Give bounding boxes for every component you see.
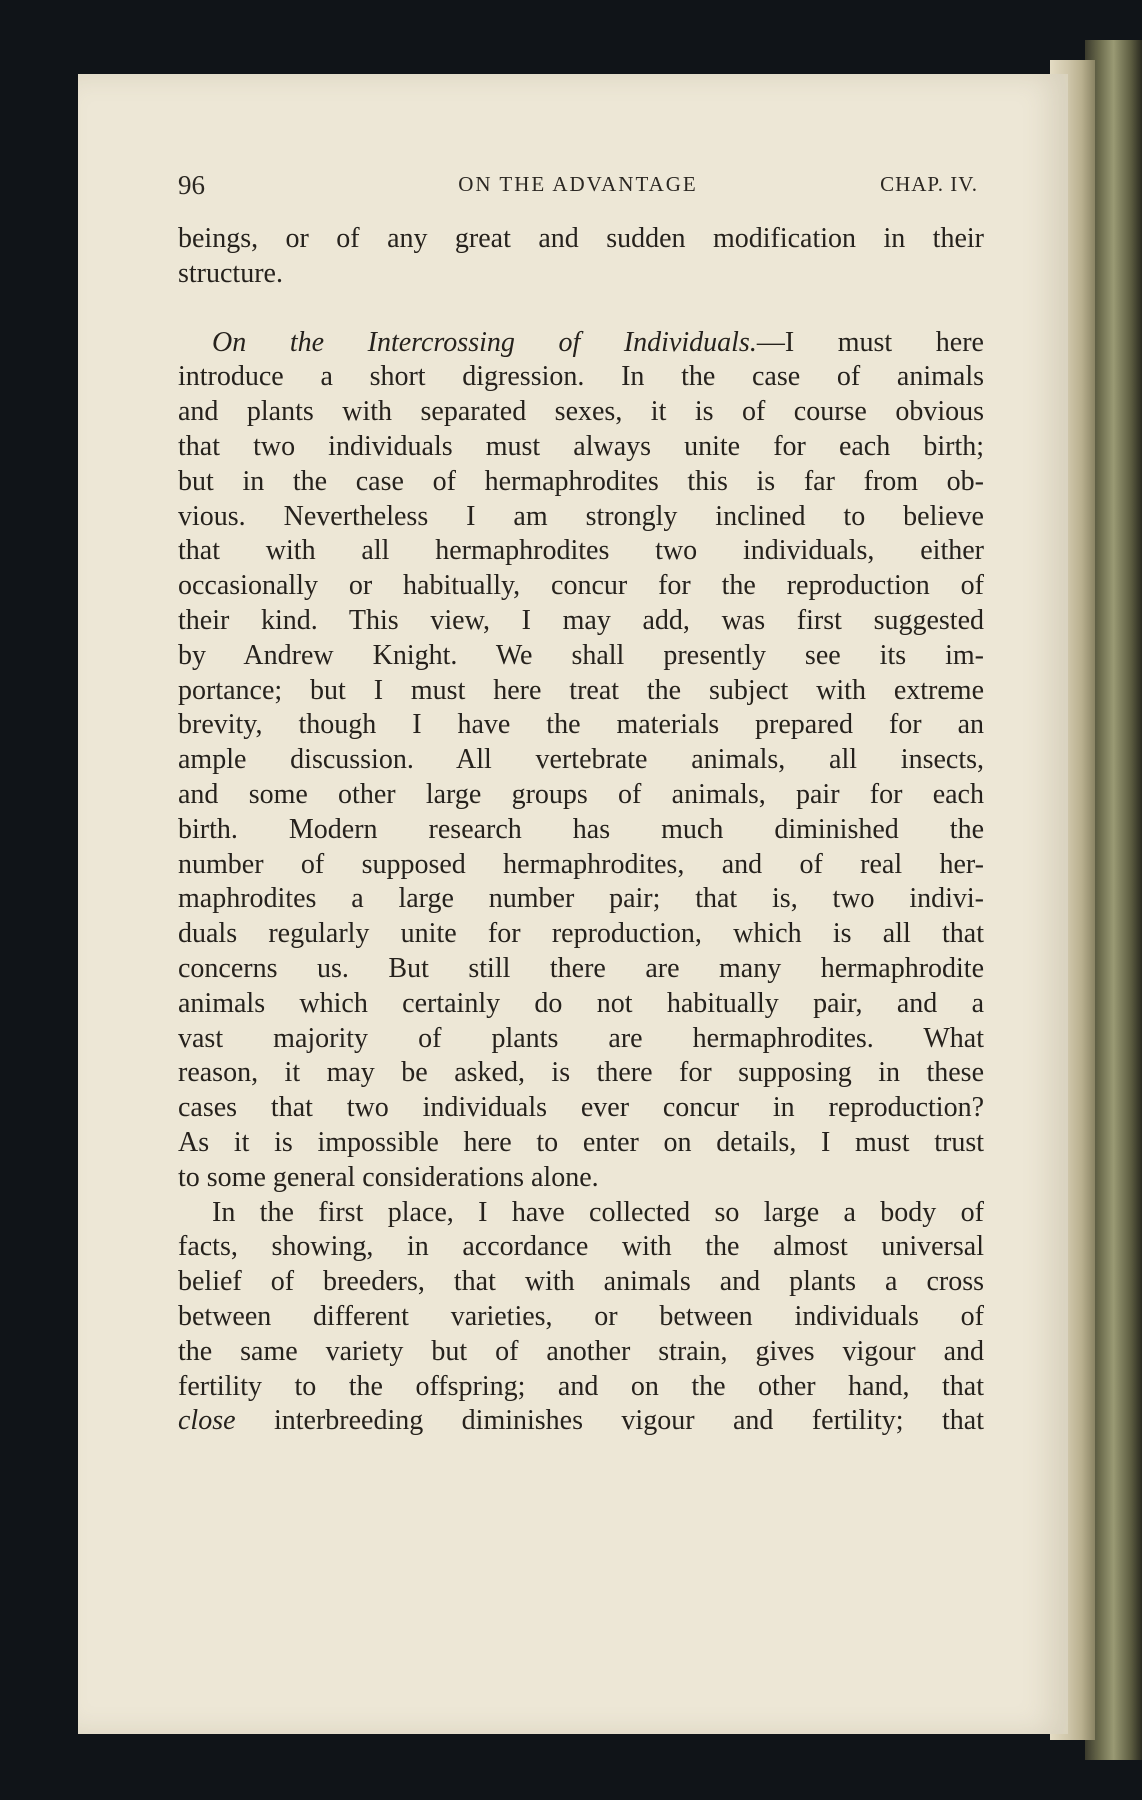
text-line: their kind. This view, I may add, was first suggested	[178, 604, 984, 636]
text-line: belief of breeders, that with animals and plants a cross	[178, 1266, 984, 1298]
text-line: and plants with separated sexes, it is of course obvious	[178, 396, 984, 428]
text-line: vious. Nevertheless I am strongly inclined to believe	[178, 500, 984, 532]
text-line: occasionally or habitually, concur for the reproduction of	[178, 570, 984, 602]
running-title: ON THE ADVANTAGE	[458, 172, 698, 196]
text-run: interbreeding diminishes vigour and fertility; that	[235, 1405, 984, 1437]
chapter-label: CHAP. IV.	[880, 172, 978, 196]
text-line: that two individuals must always unite for each birth;	[178, 430, 984, 462]
text-line: introduce a short digression. In the case of animals	[178, 361, 984, 393]
text-line: and some other large groups of animals, pair for each	[178, 778, 984, 810]
text-line: beings, or of any great and sudden modification in their	[178, 223, 984, 254]
text-line: vast majority of plants are hermaphrodites. What	[178, 1022, 984, 1054]
text-line	[178, 1404, 984, 1439]
text-line: structure.	[178, 257, 283, 289]
text-line: animals which certainly do not habitually pair, and a	[178, 987, 984, 1019]
paragraph	[178, 326, 984, 1196]
text-line: birth. Modern research has much diminished the	[178, 813, 984, 845]
text-line	[178, 326, 984, 361]
text-line: that with all hermaphrodites two individuals, either	[178, 535, 984, 567]
text-line: duals regularly unite for reproduction, which is all that	[178, 918, 984, 950]
page-header	[178, 170, 978, 210]
text-line: maphrodites a large number pair; that is, two indivi-	[178, 883, 984, 915]
text-run: —I must here	[756, 326, 984, 358]
emphasis: close	[178, 1405, 236, 1437]
text-line: brevity, though I have the materials prepared for an	[178, 709, 984, 741]
text-line: cases that two individuals ever concur in reproduction?	[178, 1092, 984, 1124]
text-line: In the first place, I have collected so large a body of	[212, 1196, 984, 1228]
paragraph	[178, 222, 984, 292]
text-line: As it is impossible here to enter on details, I must trust	[178, 1126, 984, 1158]
text-line: the same variety but of another strain, gives vigour and	[178, 1335, 984, 1367]
text-line: concerns us. But still there are many hermaphrodite	[178, 952, 984, 984]
section-heading: On the Intercrossing of Individuals.	[212, 326, 757, 358]
text-line: number of supposed hermaphrodites, and of real her-	[178, 848, 984, 880]
text-line: between different varieties, or between individuals of	[178, 1300, 984, 1332]
text-line: portance; but I must here treat the subject with extreme	[178, 674, 984, 706]
text-line: fertility to the offspring; and on the other hand, that	[178, 1370, 984, 1402]
text-line: reason, it may be asked, is there for supposing in these	[178, 1057, 984, 1089]
text-line: by Andrew Knight. We shall presently see its im-	[178, 639, 984, 671]
text-line: but in the case of hermaphrodites this is far from ob-	[178, 465, 984, 497]
page-body	[178, 222, 984, 1439]
text-line: to some general considerations alone.	[178, 1161, 599, 1193]
text-line: ample discussion. All vertebrate animals, all insects,	[178, 744, 984, 776]
page-number: 96	[178, 170, 205, 200]
paragraph	[178, 1196, 984, 1440]
text-line: facts, showing, in accordance with the almost universal	[178, 1231, 984, 1263]
